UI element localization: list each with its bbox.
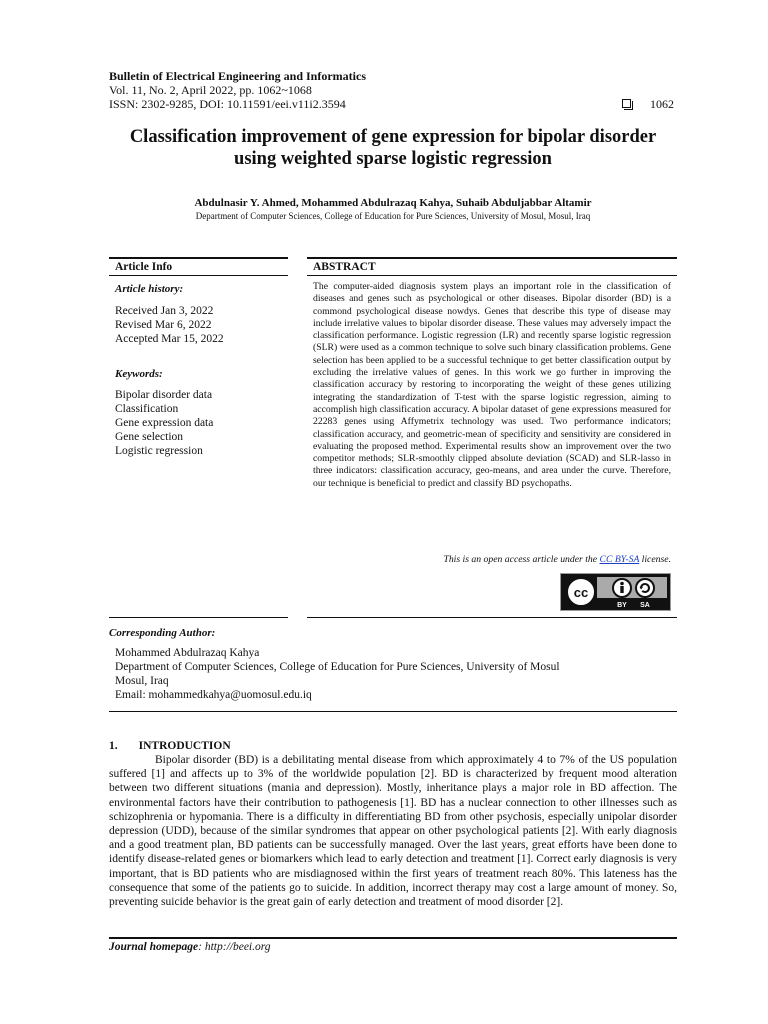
history-revised: Revised Mar 6, 2022 <box>115 319 212 331</box>
article-info-heading: Article Info <box>115 261 173 273</box>
corresponding-city: Mosul, Iraq <box>115 675 169 687</box>
oa-suffix: license. <box>639 554 671 565</box>
section-title: INTRODUCTION <box>138 740 231 752</box>
article-info-bottom-rule <box>109 617 288 618</box>
keywords-heading: Keywords: <box>115 368 163 380</box>
by-label: BY <box>617 602 627 609</box>
issn-doi-line: ISSN: 2302-9285, DOI: 10.11591/eei.v11i2.3594 <box>109 97 346 111</box>
keyword-item: Classification <box>115 403 179 415</box>
corresponding-department: Department of Computer Sciences, College of Education for Pure Sciences, University of Mosul <box>115 661 560 673</box>
article-info-rule <box>109 275 288 276</box>
copy-icon <box>622 99 631 108</box>
affiliation: Department of Computer Sciences, College of Education for Pure Sciences, University of Mosul, Mosul, Iraq <box>195 211 591 221</box>
homepage-url[interactable]: http://beei.org <box>204 941 271 953</box>
corresponding-details <box>115 646 560 702</box>
page-number: 1062 <box>650 97 674 111</box>
cc-by-sa-badge-icon[interactable] <box>560 573 671 611</box>
corresponding-name: Mohammed Abdulrazaq Kahya <box>115 647 260 659</box>
article-history-list <box>115 304 224 346</box>
corresponding-heading: Corresponding Author: <box>109 627 216 639</box>
footer-rule <box>109 937 677 939</box>
keywords-list <box>115 388 213 458</box>
section-number: 1. <box>109 740 118 752</box>
volume-line: Vol. 11, No. 2, April 2022, pp. 1062~1068 <box>109 83 312 97</box>
open-access-line <box>313 554 671 565</box>
abstract-heading: ABSTRACT <box>313 261 376 273</box>
article-info-top-rule <box>109 257 288 259</box>
corresponding-bottom-rule <box>109 711 677 712</box>
author-list: Abdulnasir Y. Ahmed, Mohammed Abdulrazaq Kahya, Suhaib Abduljabbar Altamir <box>194 197 592 209</box>
paper-title: Classification improvement of gene expression for bipolar disorder using weighted sparse logistic regression <box>129 127 657 169</box>
sa-label: SA <box>640 602 650 609</box>
cc-mark: cc <box>573 585 589 600</box>
article-history-heading: Article history: <box>115 283 184 295</box>
journal-homepage: Journal homepage: http://beei.org <box>109 941 271 953</box>
oa-prefix: This is an open access article under the <box>443 554 600 565</box>
introduction-heading <box>109 740 231 752</box>
cc-by-sa-link[interactable]: CC BY-SA <box>599 554 640 565</box>
introduction-body <box>109 753 677 909</box>
abstract-rule <box>307 275 677 276</box>
keyword-item: Logistic regression <box>115 445 203 457</box>
corresponding-email: Email: mohammedkahya@uomosul.edu.iq <box>115 689 312 701</box>
history-received: Received Jan 3, 2022 <box>115 305 214 317</box>
history-accepted: Accepted Mar 15, 2022 <box>115 333 224 345</box>
keyword-item: Bipolar disorder data <box>115 389 213 401</box>
footer-label: Journal homepage <box>109 941 199 953</box>
abstract-top-rule <box>307 257 677 259</box>
keyword-item: Gene expression data <box>115 417 214 429</box>
journal-name: Bulletin of Electrical Engineering and Informatics <box>109 69 366 83</box>
abstract-bottom-rule <box>307 617 677 618</box>
keyword-item: Gene selection <box>115 431 184 443</box>
introduction-paragraph: Bipolar disorder (BD) is a debilitating mental disease from which approximately 4 to 7% of the US population suffered [1] and affects up to 3% of the worldwide population [2]. BD is characterized by frequent mood alteration between two different situations (mania and depression). Mostly, inheritance plays a major role in BD affection. The environmental factors have their contribution to pathogenesis [1]. BD has a nuclear connection to other illnesses such as schizophrenia or hypomania. There is a difficulty in differentiating BD from other psychosis, especially unipolar disorder depression (UDD), because of the similar syndromes that appear on other psychological patients [2]. With early diagnosis and a good treatment plan, BD patients can be successfully managed. Over the last years, great efforts have been done to identify disease-related genes or biomarkers which lead to early detection and treatment [1]. Correct early diagnosis is very important, that is BD patients who are misdiagnosed within the first years of treatment reach 80%. This lateness has the consequence that some of the patients go to suicide. In addition, incorrect therapy may cost a large amount of money. So, preventing suicide behavior is the great gain of early detection and treatment of mood disorder [2]. <box>109 754 677 909</box>
abstract-text: The computer-aided diagnosis system plays an important role in the classification of diseases and genes such as psychological or other diseases. Bipolar disorder (BD) is a commond psychological disease nowdys. Genes that describe this type of disease may include irrelative values to bipolar disorder disease. These values may adversely impact the classification performance. Logistic regression (LR) and recently sparse logistic regression (SLR) were used as a common technique to solve such binary classification problems. Gene selection has been applied to be a successful technique to get better classification output by excluding the irrelative values of genes. In this work we go further in improving the classification accuracy by restoring to incorporating the weight of these genes utilizing integrating the standardization of T-test with the sparse logistic regression, aiming to accomplish high classification accuracy. A bipolar dataset of gene expressions measured for 22283 genes using Affymetrix technology was used. Two performance indicators; classification accuracy, and geometric-mean of specificity and sensitivity are considered in evaluating the proposed method. Experimental results show an improvement over the two competitor methods; SLR-smoothly clipped absolute deviation (SCAD) and SLR-lasso in three indicators: classification accuracy, geo-means, and area under the curve. Therefore, our technique is beneficial to predict and classify BD psychopaths. <box>313 281 671 489</box>
